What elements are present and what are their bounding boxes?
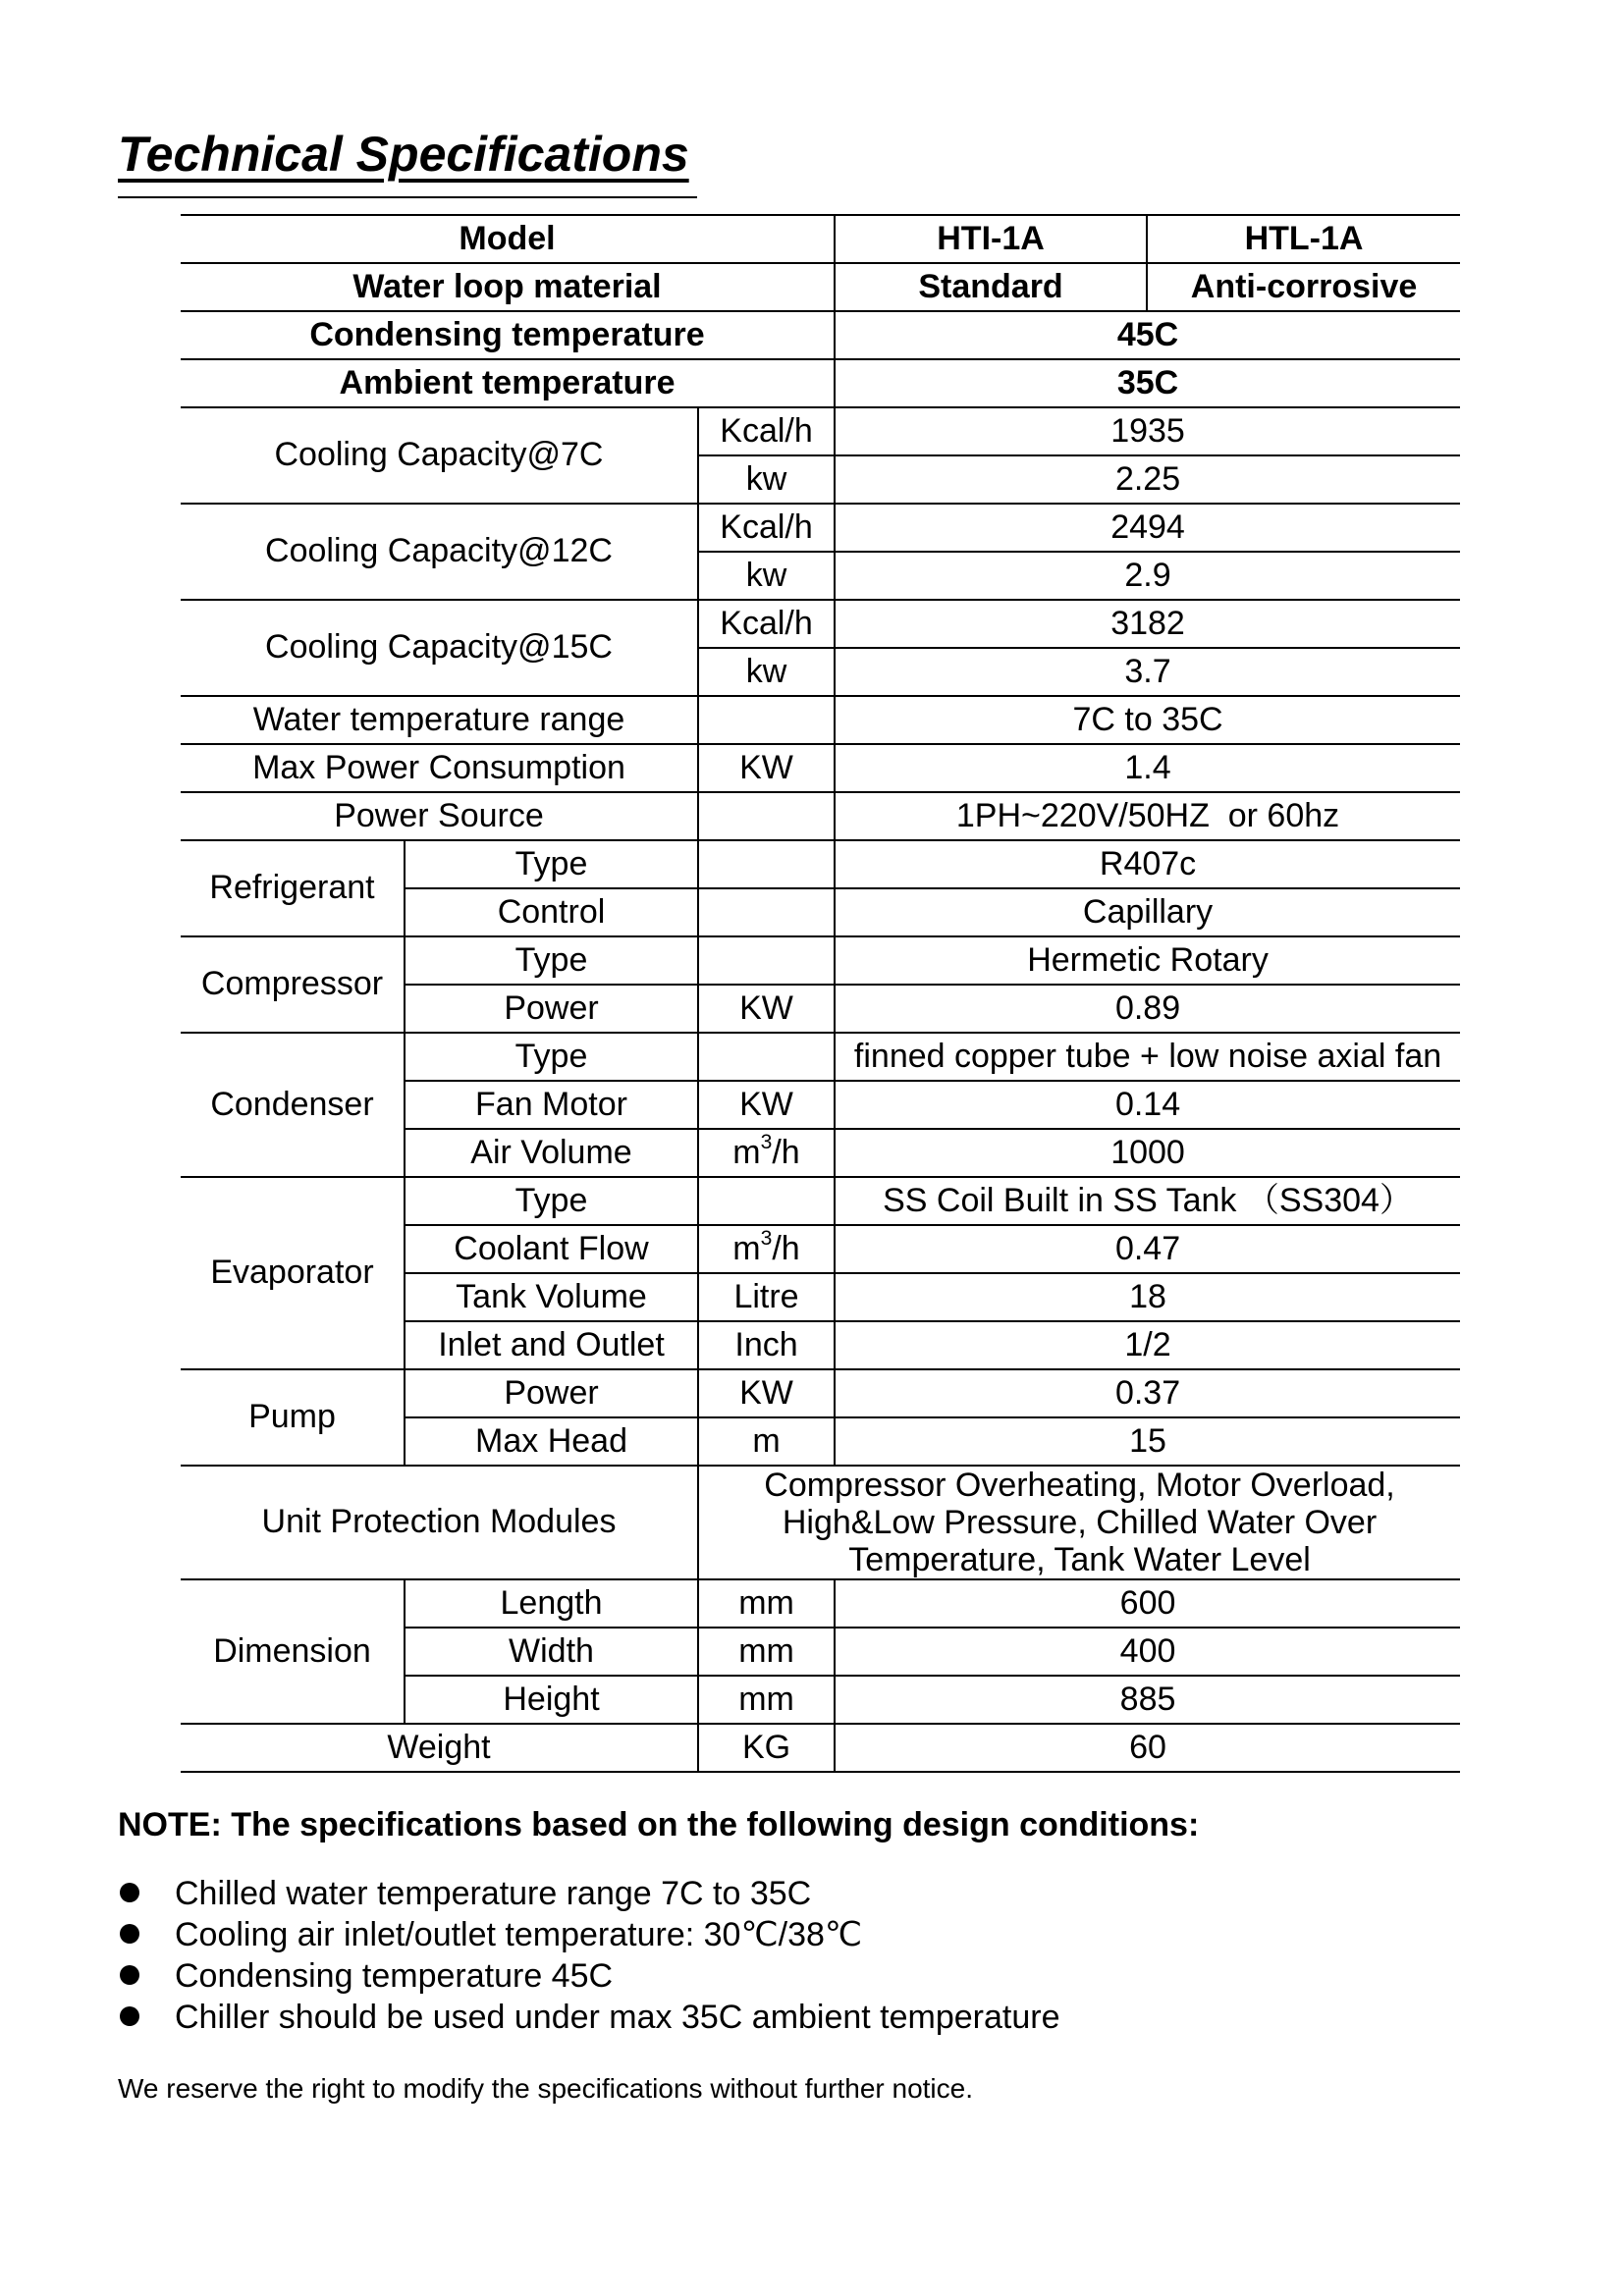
condensing-label: Condensing temperature xyxy=(181,311,835,359)
protection-line: Temperature, Tank Water Level xyxy=(848,1541,1311,1578)
cooling-12-unit2: kw xyxy=(698,552,835,600)
max-power-value: 1.4 xyxy=(835,744,1460,792)
condenser-type-value: finned copper tube + low noise axial fan xyxy=(835,1033,1460,1081)
evaporator-type-label: Type xyxy=(405,1177,698,1225)
ambient-label: Ambient temperature xyxy=(181,359,835,407)
pump-power-unit: KW xyxy=(698,1369,835,1417)
evaporator-flow-value: 0.47 xyxy=(835,1225,1460,1273)
protection-line: Compressor Overheating, Motor Overload, xyxy=(764,1467,1395,1504)
evaporator-tank-value: 18 xyxy=(835,1273,1460,1321)
material-standard: Standard xyxy=(835,263,1147,311)
weight-label: Weight xyxy=(181,1724,698,1772)
cooling-7-val2: 2.25 xyxy=(835,455,1460,504)
model-hti: HTI-1A xyxy=(835,215,1147,263)
condition-text: Cooling air inlet/outlet temperature: 30℃/38℃ xyxy=(175,1916,863,1953)
pump-head-label: Max Head xyxy=(405,1417,698,1466)
evaporator-flow-label: Coolant Flow xyxy=(405,1225,698,1273)
evaporator-type-unit xyxy=(698,1177,835,1225)
unit-base: m xyxy=(732,1229,761,1267)
condenser-fan-label: Fan Motor xyxy=(405,1081,698,1129)
table-row xyxy=(181,1369,1460,1417)
title-underline xyxy=(118,196,697,198)
cooling-15-unit1: Kcal/h xyxy=(698,600,835,648)
dimension-label: Dimension xyxy=(181,1579,405,1724)
evaporator-inlet-label: Inlet and Outlet xyxy=(405,1321,698,1369)
unit-sup: 3 xyxy=(760,1227,773,1251)
unit-sup: 3 xyxy=(760,1131,773,1154)
spec-table xyxy=(181,214,1460,1773)
dimension-height-label: Height xyxy=(405,1676,698,1724)
bullet-icon xyxy=(120,1883,139,1902)
refrigerant-type-value: R407c xyxy=(835,840,1460,888)
refrigerant-control-label: Control xyxy=(405,888,698,936)
table-row-weight xyxy=(181,1724,1460,1772)
cooling-12-val2: 2.9 xyxy=(835,552,1460,600)
power-source-value: 1PH~220V/50HZ or 60hz xyxy=(835,792,1460,840)
list-item xyxy=(118,1955,1060,1997)
pump-head-unit: m xyxy=(698,1417,835,1466)
compressor-type-value: Hermetic Rotary xyxy=(835,936,1460,985)
pump-head-value: 15 xyxy=(835,1417,1460,1466)
power-source-label: Power Source xyxy=(181,792,698,840)
dimension-length-value: 600 xyxy=(835,1579,1460,1628)
evaporator-label: Evaporator xyxy=(181,1177,405,1369)
table-row-ambient xyxy=(181,359,1460,407)
refrigerant-control-value: Capillary xyxy=(835,888,1460,936)
bullet-icon xyxy=(120,1965,139,1985)
compressor-label: Compressor xyxy=(181,936,405,1033)
material-label: Water loop material xyxy=(181,263,835,311)
power-source-unit xyxy=(698,792,835,840)
evaporator-tank-label: Tank Volume xyxy=(405,1273,698,1321)
weight-value: 60 xyxy=(835,1724,1460,1772)
cooling-7-val1: 1935 xyxy=(835,407,1460,455)
evaporator-inlet-unit: Inch xyxy=(698,1321,835,1369)
table-row xyxy=(181,407,1460,455)
cooling-12-label: Cooling Capacity@12C xyxy=(181,504,698,600)
refrigerant-type-label: Type xyxy=(405,840,698,888)
table-row xyxy=(181,840,1460,888)
footer-disclaimer: We reserve the right to modify the specifications without further notice. xyxy=(118,2073,974,2104)
cooling-15-val2: 3.7 xyxy=(835,648,1460,696)
refrigerant-control-unit xyxy=(698,888,835,936)
table-row-water-range xyxy=(181,696,1460,744)
note-title: NOTE: The specifications based on the following design conditions: xyxy=(118,1806,1200,1843)
unit-base: m xyxy=(732,1133,761,1171)
cooling-7-unit2: kw xyxy=(698,455,835,504)
list-item xyxy=(118,1873,1060,1914)
table-row-material xyxy=(181,263,1460,311)
pump-label: Pump xyxy=(181,1369,405,1466)
protection-value xyxy=(698,1466,1460,1579)
condenser-type-unit xyxy=(698,1033,835,1081)
compressor-power-label: Power xyxy=(405,985,698,1033)
condenser-label: Condenser xyxy=(181,1033,405,1177)
model-label: Model xyxy=(181,215,835,263)
compressor-power-value: 0.89 xyxy=(835,985,1460,1033)
dimension-height-value: 885 xyxy=(835,1676,1460,1724)
cooling-12-unit1: Kcal/h xyxy=(698,504,835,552)
evaporator-type-value: SS Coil Built in SS Tank （SS304） xyxy=(835,1177,1460,1225)
pump-power-value: 0.37 xyxy=(835,1369,1460,1417)
table-row-power-source xyxy=(181,792,1460,840)
weight-unit: KG xyxy=(698,1724,835,1772)
cooling-15-unit2: kw xyxy=(698,648,835,696)
condensing-value: 45C xyxy=(835,311,1460,359)
conditions-list xyxy=(118,1873,1060,2038)
dimension-length-label: Length xyxy=(405,1579,698,1628)
pump-power-label: Power xyxy=(405,1369,698,1417)
material-anticorrosive: Anti-corrosive xyxy=(1147,263,1460,311)
dimension-width-value: 400 xyxy=(835,1628,1460,1676)
table-row xyxy=(181,504,1460,552)
dimension-width-unit: mm xyxy=(698,1628,835,1676)
condition-text: Chilled water temperature range 7C to 35C xyxy=(175,1875,812,1912)
condenser-fan-value: 0.14 xyxy=(835,1081,1460,1129)
condition-text: Chiller should be used under max 35C ambient temperature xyxy=(175,1999,1060,2036)
page-title: Technical Specifications xyxy=(118,127,689,182)
protection-line: High&Low Pressure, Chilled Water Over xyxy=(782,1504,1378,1541)
water-range-label: Water temperature range xyxy=(181,696,698,744)
cooling-12-val1: 2494 xyxy=(835,504,1460,552)
refrigerant-type-unit xyxy=(698,840,835,888)
compressor-type-label: Type xyxy=(405,936,698,985)
compressor-type-unit xyxy=(698,936,835,985)
table-row xyxy=(181,600,1460,648)
condenser-air-value: 1000 xyxy=(835,1129,1460,1177)
condenser-type-label: Type xyxy=(405,1033,698,1081)
list-item xyxy=(118,1914,1060,1955)
cooling-7-label: Cooling Capacity@7C xyxy=(181,407,698,504)
cooling-15-val1: 3182 xyxy=(835,600,1460,648)
bullet-icon xyxy=(120,2006,139,2026)
dimension-length-unit: mm xyxy=(698,1579,835,1628)
table-row-protection xyxy=(181,1466,1460,1579)
unit-rest: /h xyxy=(772,1229,800,1267)
condenser-air-label: Air Volume xyxy=(405,1129,698,1177)
evaporator-flow-unit xyxy=(698,1225,835,1273)
table-row-model xyxy=(181,215,1460,263)
protection-label: Unit Protection Modules xyxy=(181,1466,698,1579)
table-row xyxy=(181,1579,1460,1628)
condition-text: Condensing temperature 45C xyxy=(175,1957,614,1995)
condenser-fan-unit: KW xyxy=(698,1081,835,1129)
unit-rest: /h xyxy=(772,1133,800,1171)
table-row xyxy=(181,936,1460,985)
table-row xyxy=(181,1177,1460,1225)
table-row-condensing xyxy=(181,311,1460,359)
cooling-7-unit1: Kcal/h xyxy=(698,407,835,455)
compressor-power-unit: KW xyxy=(698,985,835,1033)
evaporator-tank-unit: Litre xyxy=(698,1273,835,1321)
table-row xyxy=(181,1033,1460,1081)
model-htl: HTL-1A xyxy=(1147,215,1460,263)
max-power-label: Max Power Consumption xyxy=(181,744,698,792)
condenser-air-unit xyxy=(698,1129,835,1177)
bullet-icon xyxy=(120,1924,139,1944)
dimension-height-unit: mm xyxy=(698,1676,835,1724)
refrigerant-label: Refrigerant xyxy=(181,840,405,936)
max-power-unit: KW xyxy=(698,744,835,792)
list-item xyxy=(118,1997,1060,2038)
evaporator-inlet-value: 1/2 xyxy=(835,1321,1460,1369)
water-range-value: 7C to 35C xyxy=(835,696,1460,744)
cooling-15-label: Cooling Capacity@15C xyxy=(181,600,698,696)
water-range-unit xyxy=(698,696,835,744)
table-row-max-power xyxy=(181,744,1460,792)
dimension-width-label: Width xyxy=(405,1628,698,1676)
ambient-value: 35C xyxy=(835,359,1460,407)
